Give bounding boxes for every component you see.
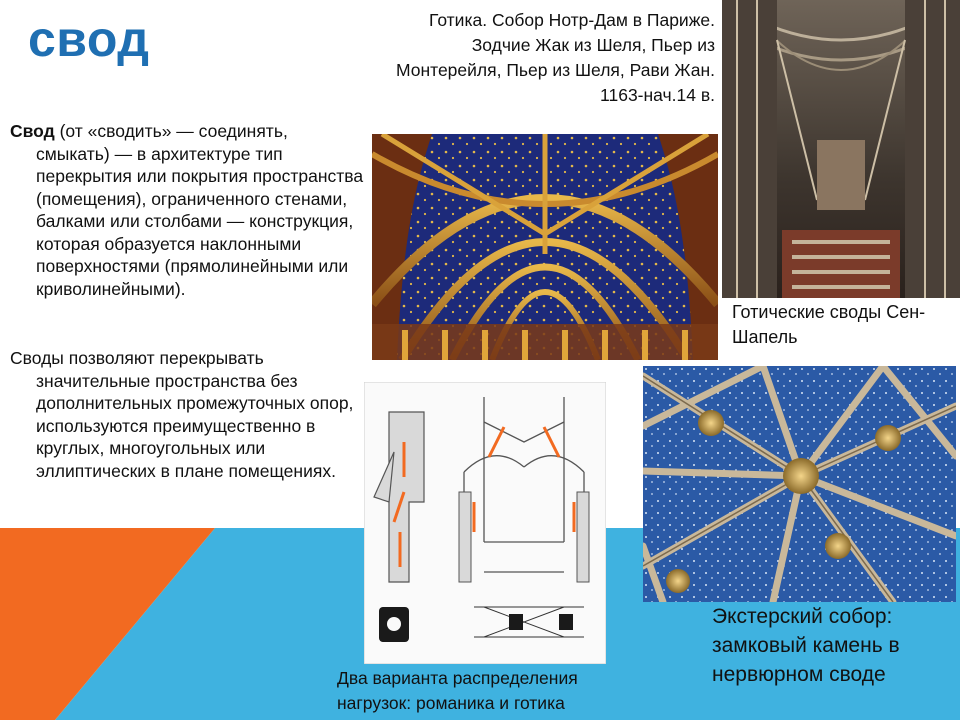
usage-text: Своды позволяют перекрывать значительные пространства без дополнительных промежуточных опор, используются преимущественно в круглых, многоугольных или эллиптических в плане помещениях. [10,348,354,481]
exeter-caption: Экстерский собор: замковый камень в нервюрном своде [712,605,900,686]
load-distribution-caption: Два варианта распределения нагрузок: романика и готика [337,668,578,713]
sainte-chapelle-vault-photo [372,134,718,360]
definition-term: Свод [10,121,55,141]
notre-dame-caption: Готика. Собор Нотр-Дам в Париже. Зодчие Жак из Шеля, Пьер из Монтерейля, Пьер из Шеля, Рави Жан. 1163-нач.14 в. [395,10,715,105]
definition-text: (от «сводить» — соединять, смыкать) — в архитектуре тип перекрытия или покрытия пространства (помещения), ограниченного стенами, балками или столбами — конструкция, которая образуется наклонными поверхностями (прямолинейными или криволинейными). [36,121,364,299]
exeter-rib-vault-photo [643,366,956,602]
notre-dame-nave-photo [722,0,960,298]
usage-paragraph [10,347,365,482]
definition-paragraph [10,120,365,300]
slide-title: свод [28,11,150,67]
sainte-chapelle-caption: Готические своды Сен-Шапель [732,302,926,347]
load-distribution-diagram [364,382,606,664]
